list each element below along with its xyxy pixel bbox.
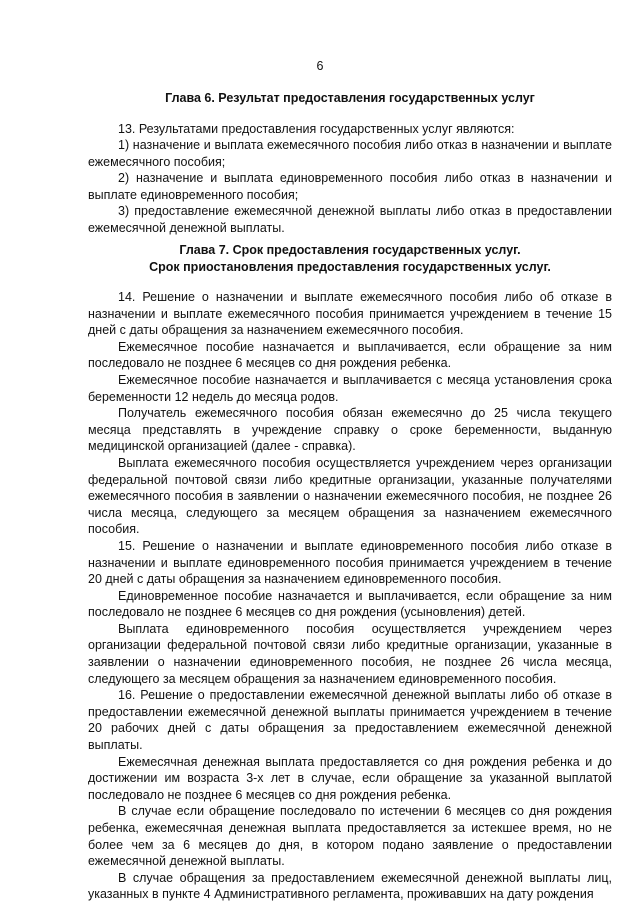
paragraph: В случае если обращение последовало по истечении 6 месяцев со дня рождения ребенка, ежемесячная денежная выплата предоставляется за истекшее время, но не более чем за 6 месяцев до дня, в котором подано заявление о предоставлении ежемесячной денежной выплаты. [88, 804, 612, 869]
paragraph: Ежемесячное пособие назначается и выплачивается, если обращение за ним последовало не позднее 6 месяцев со дня рождения ребенка. [88, 339, 612, 371]
list-item: 3) предоставление ежемесячной денежной выплаты либо отказ в предоставлении ежемесячной денежной выплаты. [88, 204, 612, 235]
paragraph: Ежемесячная денежная выплата предоставляется со дня рождения ребенка и до достижении им возраста 3-х лет в случае, если обращение за указанной выплатой последовало не позднее 6 месяцев со дня рождения ребенка. [88, 754, 612, 802]
paragraph: 16. Решение о предоставлении ежемесячной денежной выплаты либо об отказе в предоставлении ежемесячной денежной выплаты принимается учреждением в течение 20 рабочих дней с даты обращения за предоставлением ежемесячной денежной выплаты. [88, 688, 612, 753]
paragraph: Выплата единовременного пособия осуществляется учреждением через организации федеральной почтовой связи либо кредитные организации, указанные в заявлении о назначении единовременного пособия, не позднее 26 числа месяца, следующего за месяцем обращения за назначением единовременного пособия. [88, 621, 612, 686]
list-item: 2) назначение и выплата единовременного пособия либо отказ в назначении и выплате единовременного пособия; [88, 171, 612, 202]
chapter-7-title-line-1: Глава 7. Срок предоставления государственных услуг. [179, 243, 521, 257]
chapter-7-body [88, 289, 612, 903]
list-item: 1) назначение и выплата ежемесячного пособия либо отказ в назначении и выплате ежемесячного пособия; [88, 138, 612, 169]
results-list [88, 137, 612, 237]
paragraph: Выплата ежемесячного пособия осуществляется учреждением через организации федеральной почтовой связи либо кредитные организации, указанные получателями ежемесячного пособия в заявлении о назначении ежемесячного пособия, не позднее 26 числа месяца, следующего за месяцем обращения за назначением ежемесячного пособия. [88, 455, 612, 537]
paragraph: Получатель ежемесячного пособия обязан ежемесячно до 25 числа текущего месяца представлять в учреждение справку о сроке беременности, выданную медицинской организацией (далее - справка). [88, 406, 612, 454]
chapter-7-title [60, 242, 640, 276]
paragraph: В случае обращения за предоставлением ежемесячной денежной выплаты лиц, указанных в пункте 4 Административного регламента, проживавших на дату рождения [88, 870, 612, 902]
paragraph: Ежемесячное пособие назначается и выплачивается с месяца установления срока беременности 12 недель до месяца родов. [88, 372, 612, 404]
chapter-7-title-line-2: Срок приостановления предоставления государственных услуг. [149, 260, 551, 274]
page-number: 6 [316, 59, 324, 73]
paragraph: 14. Решение о назначении и выплате ежемесячного пособия либо об отказе в назначении и выплате ежемесячного пособия принимается учреждением в течение 15 дней с даты обращения за назначением ежемесячного пособия. [88, 290, 612, 338]
paragraph: 15. Решение о назначении и выплате единовременного пособия либо отказе в назначении и выплате единовременного пособия принимается учреждением в течение 20 дней с даты обращения за назначением единовременного пособия. [88, 538, 612, 587]
paragraph-13-intro: 13. Результатами предоставления государственных услуг являются: [118, 122, 515, 136]
paragraph: Единовременное пособие назначается и выплачивается, если обращение за ним последовало не позднее 6 месяцев со дня рождения (усыновления) детей. [88, 588, 612, 620]
chapter-6-title: Глава 6. Результат предоставления государственных услуг [165, 91, 535, 105]
